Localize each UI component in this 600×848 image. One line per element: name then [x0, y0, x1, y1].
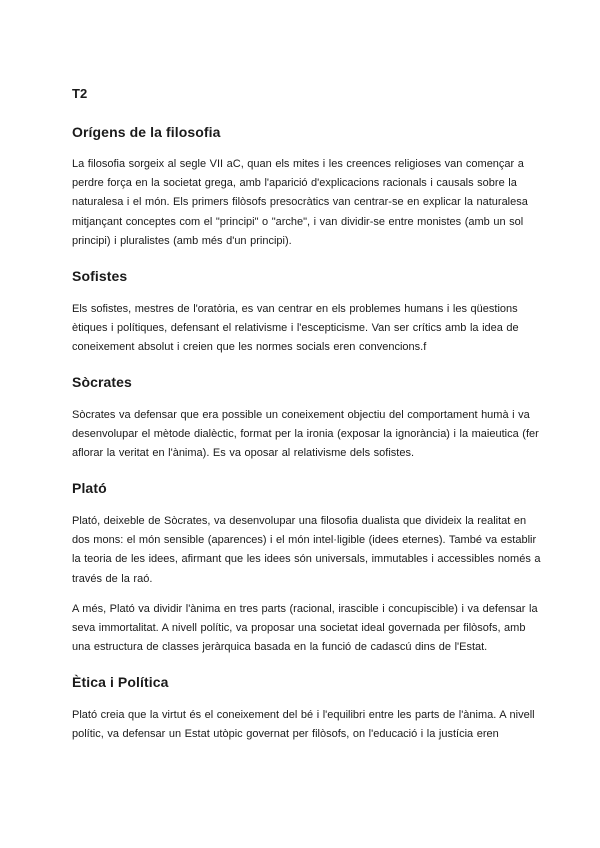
paragraph-origens: La filosofia sorgeix al segle VII aC, quan els mites i les creences religioses van començar a perdre força en la societat grega, amb l'aparició d'explicacions racionals i causals sobre la naturalesa i el món. Els primers filòsofs presocràtics van centrar-se en explicar la naturalesa mitjançant conceptes com el "principi" o "arche", i van dividir-se entre monistes (amb un sol principi) i pluralistes (amb més d'un principi).	[72, 158, 528, 247]
heading-plato: Plató	[72, 480, 107, 496]
heading-etica-politica: Ètica i Política	[72, 674, 169, 690]
heading-socrates: Sòcrates	[72, 374, 132, 390]
paragraph-plato-1: Plató, deixeble de Sòcrates, va desenvolupar una filosofia dualista que divideix la realitat en dos mons: el món sensible (aparences) i el món intel·ligible (idees eternes). També va establir la teoria de les idees, afirmant que les idees són universals, immutables i accessibles només a través de la raó.	[72, 515, 541, 585]
paragraph-plato-2: A més, Plató va dividir l'ànima en tres parts (racional, irascible i concupiscible) i va defensar la seva immortalitat. A nivell polític, va proposar una societat ideal governada per filòsofs, amb una estructura de classes jeràrquica basada en la funció de cadascú dins de l'Estat.	[72, 603, 538, 654]
paragraph-sofistes: Els sofistes, mestres de l'oratòria, es van centrar en els problemes humans i les qüestions ètiques i polítiques, defensant el relativisme i l'escepticisme. Van ser crítics amb la idea de coneixement absolut i creien que les normes socials eren convencions.f	[72, 303, 519, 354]
document-title: T2	[72, 86, 88, 101]
heading-sofistes: Sofistes	[72, 268, 128, 284]
heading-origens: Orígens de la filosofia	[72, 124, 221, 140]
paragraph-etica-politica: Plató creia que la virtut és el coneixement del bé i l'equilibri entre les parts de l'ànima. A nivell polític, va defensar un Estat utòpic governat per filòsofs, on l'educació i la justícia eren	[72, 709, 535, 741]
paragraph-socrates: Sòcrates va defensar que era possible un coneixement objectiu del comportament humà i va desenvolupar el mètode dialèctic, format per la ironia (exposar la ignorància) i la maieutica (fer aflorar la veritat en l'ànima). Es va oposar al relativisme dels sofistes.	[72, 409, 539, 460]
